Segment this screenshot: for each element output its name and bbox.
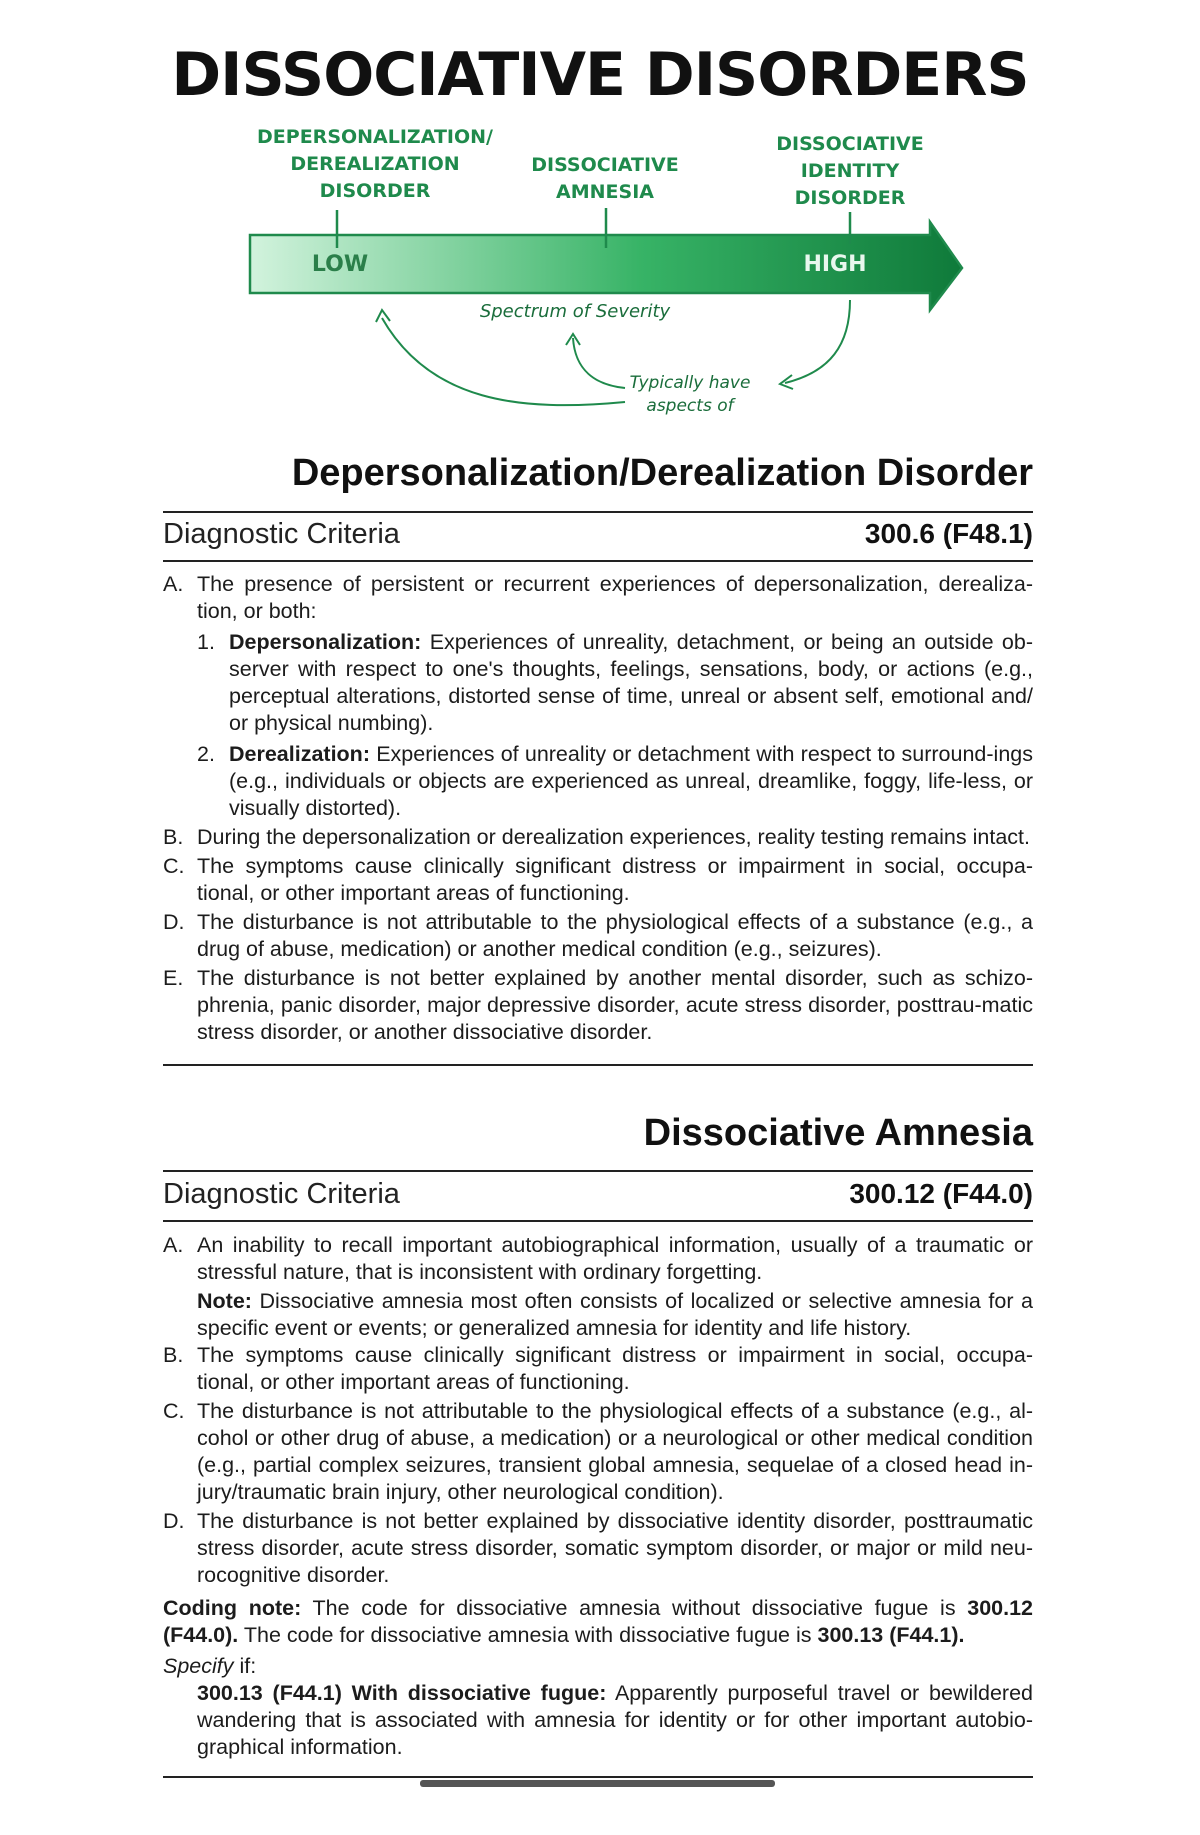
- criterion-a1: 1. Depersonalization: Experiences of unreality, detachment, or being an outside ob-server with respect to one's thoughts, feelings, sensations, body, or actions (e.g., perceptual alterations, distorted sense of time, unreal or absent self, emotional and/ or physical numbing).: [197, 630, 1033, 735]
- criterion-c: C. The disturbance is not attributable to the physiological effects of a substance (e.g., al-cohol or other drug of abuse, a medication) or a neurological or other medical condition (e.g., partial complex seizures, transient global amnesia, sequelae of a closed head in-jury/traumatic brain injury, other neurological condition).: [163, 1399, 1033, 1504]
- diagnostic-code: 300.6 (F48.1): [864, 518, 1033, 549]
- criteria-list: [163, 571, 1033, 1048]
- criteria-label: Diagnostic Criteria: [163, 518, 400, 550]
- criterion-a: A. The presence of persistent or recurrent experiences of depersonalization, derealiza-tion, or both:: [163, 572, 1033, 623]
- label-low: LOW: [311, 252, 369, 277]
- criterion-b: B. The symptoms cause clinically significant distress or impairment in social, occupa-tional, or other important areas of functioning.: [163, 1343, 1033, 1394]
- criteria-list: [163, 1232, 1033, 1761]
- criterion-d: D. The disturbance is not better explained by dissociative identity disorder, posttraumatic stress disorder, acute stress disorder, somatic symptom disorder, or major or mild neu-rocognitive disorder.: [163, 1509, 1033, 1587]
- label-spectrum-of-severity: Spectrum of Severity: [479, 301, 671, 322]
- criterion-d: D. The disturbance is not attributable to the physiological effects of a substance (e.g., a drug of abuse, medication) or another medical condition (e.g., seizures).: [163, 910, 1033, 961]
- curve-to-low: [382, 318, 625, 405]
- criterion-b: B. During the depersonalization or derealization experiences, reality testing remains intact.: [163, 825, 1030, 849]
- label-high: HIGH: [803, 252, 867, 277]
- criterion-a: A. An inability to recall important autobiographical information, usually of a traumatic or stressful nature, that is inconsistent with ordinary forgetting.: [163, 1233, 1033, 1284]
- diagnostic-code: 300.12 (F44.0): [849, 1178, 1033, 1209]
- criterion-e: E. The disturbance is not better explained by another mental disorder, such as schizo-phrenia, panic disorder, major depressive disorder, acute stress disorder, posttrau-matic stress disorder, or another dissociative disorder.: [163, 966, 1033, 1044]
- coding-note: Coding note: The code for dissociative amnesia without dissociative fugue is 300.12 (F44.0). The code for dissociative amnesia with dissociative fugue is 300.13 (F44.1).: [163, 1596, 1033, 1647]
- section-depersonalization-derealization: [163, 452, 1033, 1072]
- label-dissociative-amnesia: DISSOCIATIVE AMNESIA: [531, 154, 679, 203]
- page-title: DISSOCIATIVE DISORDERS: [171, 40, 1029, 110]
- divider: [163, 560, 1033, 562]
- section-title: Dissociative Amnesia: [643, 1112, 1033, 1154]
- divider: [163, 1220, 1033, 1222]
- section-dissociative-amnesia: [163, 1112, 1033, 1777]
- fugue-specifier: 300.13 (F44.1) With dissociative fugue: Apparently purposeful travel or bewildered wandering that is associated with amnesia for identity or for other important autobio-graphical information.: [197, 1681, 1033, 1759]
- label-typically-have-aspects-of: Typically have aspects of: [629, 373, 751, 416]
- scrollbar[interactable]: [420, 1780, 775, 1787]
- section-title: Depersonalization/Derealization Disorder: [291, 452, 1033, 494]
- curve-from-high: [785, 300, 850, 383]
- divider: [163, 1170, 1033, 1172]
- divider: [163, 1064, 1033, 1066]
- divider: [163, 511, 1033, 513]
- severity-spectrum-diagram: [0, 0, 1200, 440]
- specify-line: Specify if:: [163, 1654, 257, 1678]
- criterion-a-note: Note: Dissociative amnesia most often consists of localized or selective amnesia for a specific event or events; or generalized amnesia for identity and life history.: [197, 1289, 1033, 1340]
- criterion-a2: 2. Derealization: Experiences of unreality or detachment with respect to surround-ings (e.g., individuals or objects are experienced as unreal, dreamlike, foggy, life-less, or visually distorted).: [197, 742, 1033, 820]
- divider: [163, 1776, 1033, 1778]
- label-depersonalization-derealization-disorder: DEPERSONALIZATION/ DEREALIZATION DISORDER: [257, 126, 493, 202]
- curve-to-amnesia: [573, 338, 625, 388]
- criteria-label: Diagnostic Criteria: [163, 1178, 400, 1210]
- criterion-c: C. The symptoms cause clinically significant distress or impairment in social, occupa-tional, or other important areas of functioning.: [163, 854, 1033, 905]
- label-dissociative-identity-disorder: DISSOCIATIVE IDENTITY DISORDER: [776, 133, 924, 209]
